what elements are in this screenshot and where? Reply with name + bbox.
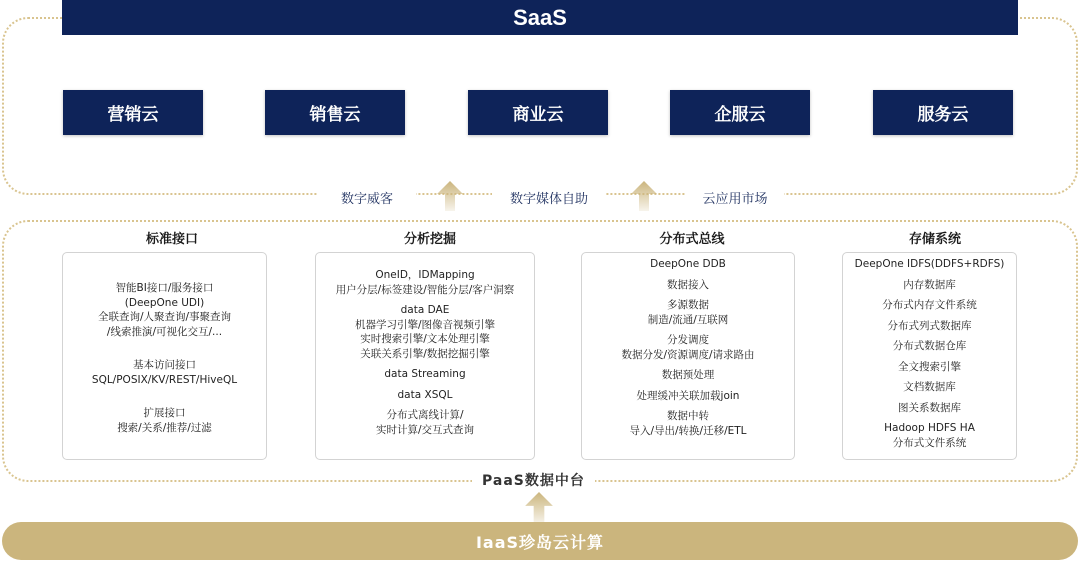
panel-item-group (882, 298, 977, 313)
panel-item-text: 数据接入 (667, 278, 709, 291)
panel-item-text: 分布式离线计算/ (386, 409, 464, 421)
panel-item-text: 数据中转 (667, 410, 709, 422)
panel-item-text: 分布式数据仓库 (892, 340, 967, 352)
panel-item-text: 分发调度 (666, 334, 709, 346)
link-digital-witkey: 数字威客 (318, 186, 416, 208)
panel-distributed-bus (581, 252, 795, 460)
panel-item-text: 文档数据库 (903, 381, 956, 393)
panel-item-text: 机器学习引擎/图像音视频引擎 (354, 318, 496, 331)
panel-storage-system (842, 252, 1017, 460)
panel-item-text: 处理缓冲关联加载join (636, 389, 740, 402)
panel-item-text: 实时计算/交互式查询 (375, 423, 475, 436)
panel-item-text: DeepOne IDFS(DDFS+RDFS) (854, 258, 1005, 270)
panel-item-text: 制造/流通/互联网 (647, 313, 729, 326)
panel-item-text: DeepOne DDB (650, 258, 726, 270)
cloud-label: 商业云 (512, 105, 564, 125)
panel-item-text: data Streaming (384, 368, 466, 380)
panel-item-text: 用户分层/标签建设/智能分层/客户洞察 (335, 283, 515, 296)
panel-item-group (898, 401, 961, 416)
up-arrow-icon (524, 492, 554, 524)
iaas-label: IaaS珍岛云计算 (475, 532, 605, 552)
panel-item-text: data XSQL (397, 388, 453, 401)
panel-item-text: SQL/POSIX/KV/REST/HiveQL (91, 373, 238, 386)
panel-item-text: 智能BI接口/服务接口 (115, 282, 214, 294)
panel-item-group (884, 421, 975, 450)
panel-item-group (384, 367, 465, 382)
panel-analysis-mining (315, 252, 535, 460)
panel-item-group (637, 389, 740, 404)
cloud-service[interactable] (873, 90, 1013, 135)
link-app-market: 云应用市场 (686, 186, 784, 208)
panel-item-text: 扩展接口 (143, 407, 186, 419)
panel-item-text: 分布式内存文件系统 (882, 299, 977, 311)
column-title: 分布式总线 (643, 227, 741, 247)
panel-item-group (376, 408, 474, 437)
panel-item-group (629, 409, 746, 438)
panel-item-group (355, 303, 495, 361)
up-arrow-icon (437, 181, 463, 211)
panel-item-group (855, 257, 1005, 272)
panel-item-group (650, 257, 726, 272)
panel-item-text: 基本访问接口 (132, 359, 196, 371)
panel-item-text: 内存数据库 (903, 278, 956, 291)
panel-item-text: 搜索/关系/推荐/过滤 (117, 421, 212, 434)
panel-item-text: 数据预处理 (661, 369, 715, 381)
cloud-commerce[interactable] (468, 90, 608, 135)
panel-item-text: 分布式列式数据库 (887, 319, 972, 332)
panel-item-group (398, 388, 453, 403)
iaas-bar (2, 522, 1078, 560)
panel-item-text: 数据分发/资源调度/请求路由 (621, 348, 755, 361)
column-title: 分析挖掘 (388, 227, 472, 247)
saas-title-bar (62, 0, 1018, 35)
column-title: 标准接口 (130, 227, 214, 247)
cloud-sales[interactable] (265, 90, 405, 135)
panel-item-text: (DeepOne UDI) (124, 296, 205, 309)
panel-item-group (667, 278, 709, 293)
paas-label: PaaS数据中台 (472, 469, 595, 491)
panel-item-text: data DAE (400, 304, 450, 316)
panel-item-text: 关联关系引擎/数据挖掘引擎 (360, 347, 490, 360)
cloud-label: 企服云 (714, 105, 766, 125)
panel-item-group (648, 298, 729, 327)
panel-item-group (903, 278, 956, 293)
up-arrow-icon (631, 181, 657, 211)
cloud-label: 销售云 (309, 105, 361, 125)
column-title: 存储系统 (893, 227, 977, 247)
panel-item-group (888, 319, 972, 334)
link-digital-media: 数字媒体自助 (492, 186, 606, 208)
cloud-label: 营销云 (107, 105, 159, 125)
panel-item-text: 全联查询/人聚查询/事聚查询 (97, 311, 232, 323)
panel-item-group (117, 406, 212, 435)
panel-item-text: OneID，IDMapping (375, 269, 475, 281)
panel-item-text: 导入/导出/转换/迁移/ETL (629, 424, 747, 437)
cloud-marketing[interactable] (63, 90, 203, 135)
cloud-enterprise[interactable] (670, 90, 810, 135)
panel-standard-interface (62, 252, 267, 460)
panel-item-group (903, 380, 956, 395)
panel-item-group (98, 281, 231, 339)
panel-item-group (893, 339, 967, 354)
panel-item-text: Hadoop HDFS HA (884, 422, 975, 434)
panel-item-text: 图关系数据库 (898, 401, 961, 414)
panel-item-group (92, 358, 237, 387)
panel-item-group (336, 268, 515, 297)
panel-item-group (898, 360, 961, 375)
panel-item-text: 多源数据 (666, 299, 709, 311)
panel-item-text: /线索推演/可视化交互/... (106, 325, 223, 338)
panel-item-group (662, 368, 715, 383)
panel-item-group (621, 333, 754, 362)
cloud-label: 服务云 (917, 105, 969, 125)
panel-item-text: 分布式文件系统 (892, 436, 967, 449)
saas-title: SaaS (513, 4, 567, 30)
panel-item-text: 实时搜索引擎/文本处理引擎 (360, 333, 490, 345)
panel-item-text: 全文搜索引擎 (898, 360, 961, 373)
